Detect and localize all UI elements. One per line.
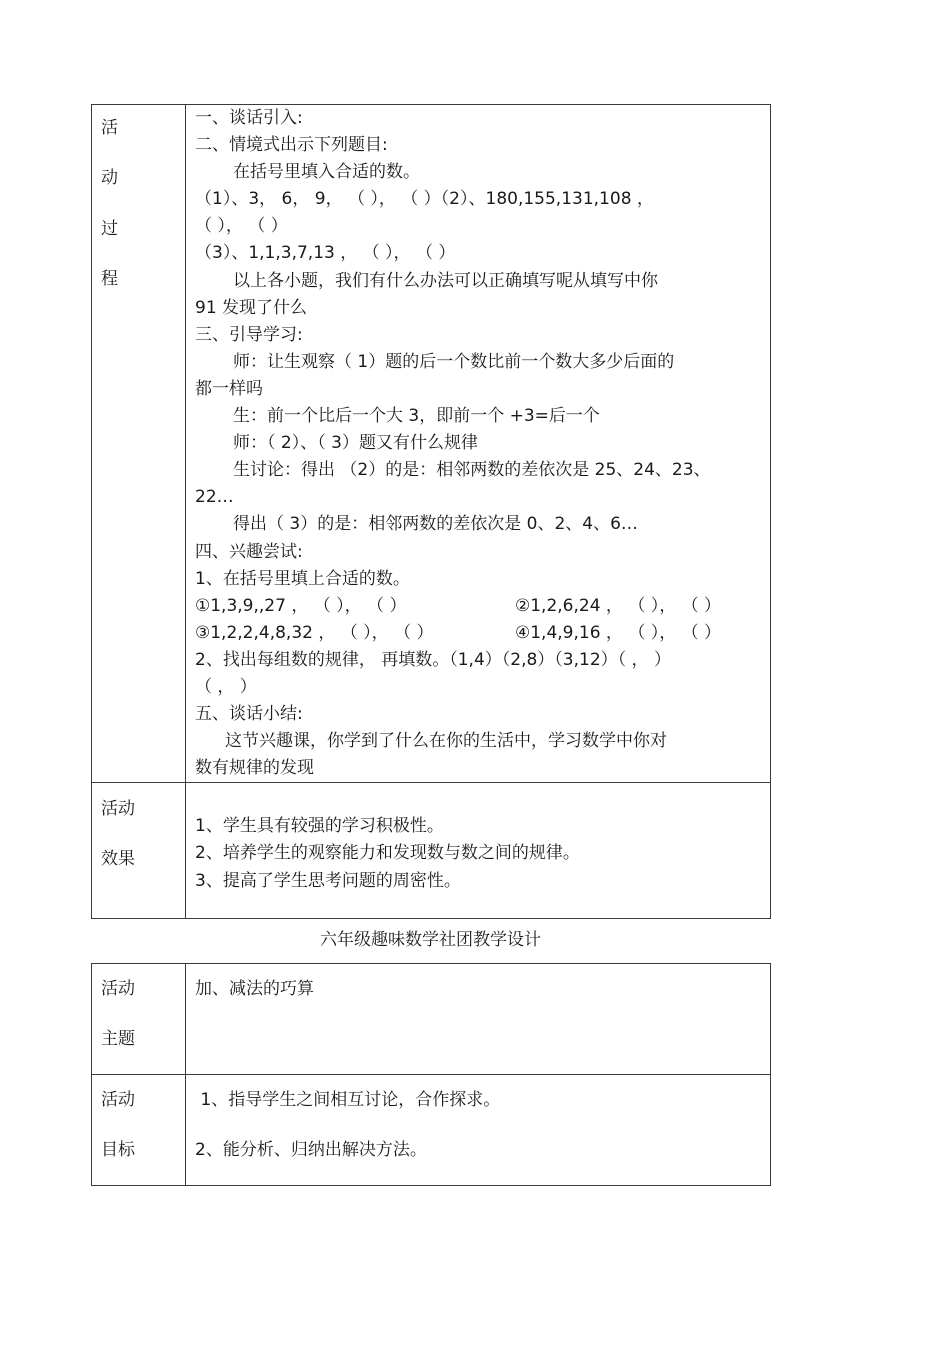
theme-value: 加、减法的巧算 bbox=[195, 979, 314, 999]
theme-label-line: 主题 bbox=[101, 1029, 135, 1049]
effect-line: 3、提高了学生思考问题的周密性。 bbox=[195, 870, 461, 891]
process-label-char: 过 bbox=[101, 218, 118, 239]
process-label-cell bbox=[92, 105, 186, 783]
process-label-char: 动 bbox=[101, 168, 118, 189]
process-line: （3）、1,1,3,7,13 ， （ ）， （ ） bbox=[195, 243, 456, 264]
process-line: 师：（ 2）、（ 3）题又有什么规律 bbox=[233, 433, 478, 454]
summary-line: 数有规律的发现 bbox=[195, 758, 314, 779]
theme-label-cell bbox=[92, 964, 186, 1075]
process-content-cell bbox=[186, 105, 771, 783]
process-label-char: 程 bbox=[101, 268, 118, 289]
effect-content-cell bbox=[186, 783, 771, 919]
process-line: 以上各小题，我们有什么办法可以正确填写呢从填写中你 bbox=[233, 270, 658, 291]
process-line: 91 发现了什么 bbox=[195, 297, 308, 318]
effect-label-cell bbox=[92, 783, 186, 919]
goal-line: 1、指导学生之间相互讨论，合作探求。 bbox=[195, 1090, 501, 1110]
goal-label-line: 活动 bbox=[101, 1090, 135, 1110]
process-line: 得出（ 3）的是：相邻两数的差依次是 0、2、4、6… bbox=[233, 514, 638, 535]
process-line: （ ）， （ ） bbox=[195, 216, 288, 237]
question-1-item: ②1,2,6,24 ， （ ）， （ ） bbox=[515, 595, 722, 616]
process-line: 四、兴趣尝试: bbox=[195, 541, 303, 562]
process-line: 三、引导学习: bbox=[195, 324, 303, 345]
section-title: 六年级趣味数学社团教学设计 bbox=[320, 930, 541, 950]
question-1-item: ③1,2,2,4,8,32 ， （ ）， （ ） bbox=[195, 622, 434, 643]
theme-label-line: 活动 bbox=[101, 979, 135, 999]
process-line: 22… bbox=[195, 487, 234, 508]
goal-line: 2、能分析、归纳出解决方法。 bbox=[195, 1140, 427, 1160]
effect-label-line: 活动 bbox=[101, 799, 135, 820]
summary-title: 五、谈话小结: bbox=[195, 704, 303, 725]
process-line: 在括号里填入合适的数。 bbox=[233, 162, 420, 183]
question-1-item: ①1,3,9,,27 ， （ ）， （ ） bbox=[195, 595, 407, 616]
process-line: 一、谈话引入: bbox=[195, 108, 303, 128]
question-2-line: 2、找出每组数的规律， 再填数。（1,4）（2,8）（3,12）（ ， ） bbox=[195, 649, 671, 670]
process-line: （1）、3， 6， 9， （ ）， （ ）（2）、180,155,131,108 ， bbox=[195, 189, 654, 210]
teaching-plan-table-1 bbox=[91, 104, 771, 919]
process-line: 二、情境式出示下列题目: bbox=[195, 135, 388, 156]
theme-content-cell bbox=[186, 964, 771, 1075]
effect-line: 2、培养学生的观察能力和发现数与数之间的规律。 bbox=[195, 843, 580, 864]
process-line: 生讨论：得出 （2）的是：相邻两数的差依次是 25、24、23、 bbox=[233, 460, 711, 481]
summary-line: 这节兴趣课，你学到了什么在你的生活中，学习数学中你对 bbox=[225, 731, 667, 752]
goal-label-cell bbox=[92, 1075, 186, 1186]
question-1-row bbox=[195, 593, 770, 620]
question-2-line: （ ， ） bbox=[195, 676, 257, 697]
goal-content-cell bbox=[186, 1075, 771, 1186]
effect-label-line: 效果 bbox=[101, 849, 135, 870]
question-1-title: 1、在括号里填上合适的数。 bbox=[195, 568, 410, 589]
goal-label-line: 目标 bbox=[101, 1140, 135, 1160]
question-1-item: ④1,4,9,16 ， （ ）， （ ） bbox=[515, 622, 722, 643]
question-1-row bbox=[195, 620, 770, 647]
process-line: 都一样吗 bbox=[195, 378, 263, 399]
teaching-plan-table-2 bbox=[91, 963, 771, 1186]
process-label-char: 活 bbox=[101, 118, 118, 138]
process-line: 生：前一个比后一个大 3，即前一个 +3=后一个 bbox=[233, 406, 600, 427]
effect-line: 1、学生具有较强的学习积极性。 bbox=[195, 816, 444, 837]
process-line: 师：让生观察（ 1）题的后一个数比前一个数大多少后面的 bbox=[233, 351, 675, 372]
